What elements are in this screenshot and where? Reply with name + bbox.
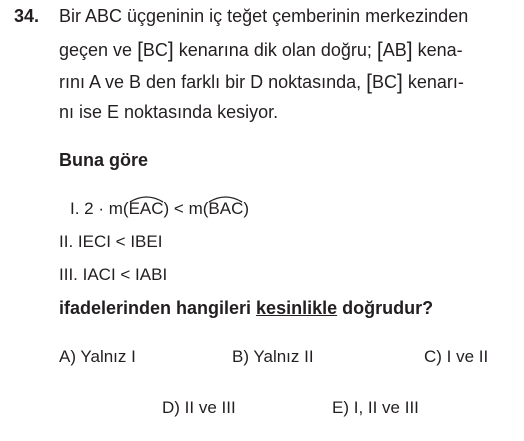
angle-label: BAC <box>208 199 244 218</box>
prompt-text: ifadelerinden hangileri <box>59 298 257 318</box>
prompt-heading: Buna göre <box>59 150 149 170</box>
option-d[interactable]: D) II ve III <box>162 398 236 417</box>
segment-ab: AB <box>382 40 407 60</box>
angle-arc-icon <box>129 195 164 203</box>
statement-text: I. 2 · m( <box>70 199 129 218</box>
statement-1 <box>70 199 249 219</box>
stem-line-1: Bir ABC üçgeninin iç teğet çemberinin merkezinden <box>59 6 469 26</box>
segment-bracket: [ <box>376 39 383 62</box>
option-b[interactable]: B) Yalnız II <box>232 347 314 366</box>
statement-text: ) <box>243 199 250 218</box>
stem-line-4: nı ise E noktasında kesiyor. <box>59 102 279 122</box>
option-a[interactable]: A) Yalnız I <box>59 347 136 366</box>
angle-bac <box>208 199 243 219</box>
statement-3: III. IACI < IABI <box>59 265 168 284</box>
stem-text: geçen ve <box>59 40 138 60</box>
stem-line-3 <box>59 70 464 94</box>
stem-line-2 <box>59 38 463 62</box>
prompt-emphasis: kesinlikle <box>256 298 338 318</box>
statement-text: ) < m( <box>163 199 209 218</box>
stem-text: kena- <box>412 40 463 60</box>
angle-eac <box>129 199 164 219</box>
segment-bracket: ] <box>406 39 413 62</box>
statement-2: II. IECI < IBEI <box>59 232 163 251</box>
segment-bracket: [ <box>137 39 143 62</box>
segment-bracket: ] <box>167 39 174 62</box>
segment-bracket: [ <box>366 71 373 94</box>
prompt-question <box>59 298 433 319</box>
stem-text: rını A ve B den farklı bir D noktasında, <box>59 72 367 92</box>
segment-bracket: ] <box>397 71 403 94</box>
option-c[interactable]: C) I ve II <box>424 347 489 366</box>
stem-text: kenarına dik olan doğru; <box>173 40 377 60</box>
prompt-text: doğrudur? <box>337 298 434 318</box>
question-number: 34. <box>14 6 40 26</box>
segment-bc: BC <box>142 40 168 60</box>
angle-label: EAC <box>128 199 164 218</box>
stem-text: kenarı- <box>402 72 464 92</box>
segment-bc: BC <box>372 72 398 92</box>
angle-arc-icon <box>208 195 243 203</box>
option-e[interactable]: E) I, II ve III <box>332 398 419 417</box>
